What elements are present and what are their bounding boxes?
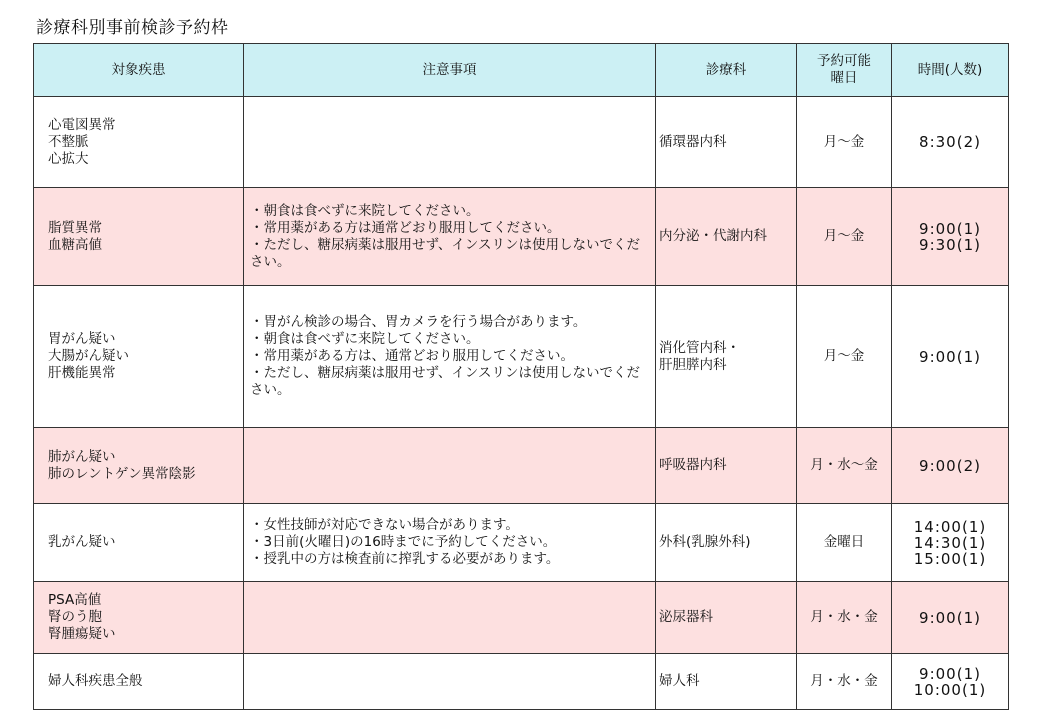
dept-cell xyxy=(656,188,797,286)
dept-text: 消化管内科・ xyxy=(659,339,740,356)
note-text: ・朝食は食べずに来院してください。 xyxy=(250,331,480,347)
disease-text: 心拡大 xyxy=(48,150,89,167)
time-slot: 14:30(1) xyxy=(913,533,987,552)
note-text: ・女性技師が対応できない場合があります。 xyxy=(250,517,519,533)
dept-text: 外科(乳腺外科) xyxy=(659,534,751,550)
days-cell: 月・水～金 xyxy=(797,428,892,504)
table-row xyxy=(34,654,1009,710)
time-slot: 15:00(1) xyxy=(913,549,987,568)
notes-cell xyxy=(244,504,656,582)
days-cell: 月・水・金 xyxy=(797,582,892,654)
notes-cell xyxy=(244,428,656,504)
notes-cell xyxy=(244,654,656,710)
dept-cell xyxy=(656,286,797,428)
header-disease: 対象疾患 xyxy=(34,44,244,97)
disease-text: 婦人科疾患全般 xyxy=(48,673,143,689)
time-slot: 9:00(1) xyxy=(919,219,981,238)
notes-cell xyxy=(244,188,656,286)
dept-cell xyxy=(656,504,797,582)
time-slot: 9:00(1) xyxy=(919,664,981,683)
note-text: ・常用薬がある方は、通常どおり服用してください。 xyxy=(250,348,574,364)
notes-cell xyxy=(244,97,656,188)
disease-text: 心電図異常 xyxy=(48,116,116,133)
note-text: ・授乳中の方は検査前に搾乳する必要があります。 xyxy=(250,551,560,567)
disease-cell xyxy=(34,654,244,710)
note-text: ・ただし、糖尿病薬は服用せず、インスリンは使用しないでください。 xyxy=(250,236,641,270)
header-notes: 注意事項 xyxy=(244,44,656,97)
dept-text: 泌尿器科 xyxy=(659,609,713,625)
dept-cell xyxy=(656,654,797,710)
time-slot: 9:00(1) xyxy=(919,347,981,366)
days-cell: 月～金 xyxy=(797,286,892,428)
header-days-line2: 曜日 xyxy=(830,70,858,86)
disease-text: 肝機能異常 xyxy=(48,365,116,381)
note-text: ・胃がん検診の場合、胃カメラを行う場合があります。 xyxy=(250,314,587,330)
time-slot: 9:00(1) xyxy=(919,608,981,627)
dept-text: 婦人科 xyxy=(659,673,700,689)
disease-text: 血糖高値 xyxy=(48,236,102,253)
schedule-table xyxy=(33,43,1009,710)
header-days-line1: 予約可能 xyxy=(817,53,871,69)
time-slot: 9:30(1) xyxy=(919,235,981,254)
disease-cell xyxy=(34,286,244,428)
note-text: ・3日前(火曜日)の16時までに予約してください。 xyxy=(250,534,557,550)
dept-text: 循環器内科 xyxy=(659,133,727,150)
disease-cell xyxy=(34,188,244,286)
disease-text: 肺のレントゲン異常陰影 xyxy=(48,465,196,482)
disease-cell xyxy=(34,428,244,504)
table-row xyxy=(34,97,1009,188)
dept-text: 肝胆膵内科 xyxy=(659,356,727,373)
disease-text: 大腸がん疑い xyxy=(48,348,129,364)
header-dept: 診療科 xyxy=(656,44,797,97)
time-cell xyxy=(892,286,1009,428)
notes-cell xyxy=(244,286,656,428)
table-row xyxy=(34,582,1009,654)
table-row xyxy=(34,428,1009,504)
notes-cell xyxy=(244,582,656,654)
note-text: ・朝食は食べずに来院してください。 xyxy=(250,202,480,219)
disease-cell xyxy=(34,582,244,654)
disease-text: 肺がん疑い xyxy=(48,448,116,465)
days-cell: 月～金 xyxy=(797,97,892,188)
days-cell: 月・水・金 xyxy=(797,654,892,710)
time-cell xyxy=(892,97,1009,188)
page-title: 診療科別事前検診予約枠 xyxy=(36,18,229,38)
dept-cell xyxy=(656,97,797,188)
time-cell xyxy=(892,188,1009,286)
table-row xyxy=(34,504,1009,582)
time-cell xyxy=(892,428,1009,504)
header-row xyxy=(34,44,1009,97)
time-slot: 14:00(1) xyxy=(913,517,987,536)
time-slot: 8:30(2) xyxy=(919,133,981,151)
time-slot: 9:00(2) xyxy=(919,456,981,475)
dept-cell xyxy=(656,428,797,504)
note-text: ・ただし、糖尿病薬は服用せず、インスリンは使用しないでください。 xyxy=(250,365,641,398)
table-row xyxy=(34,188,1009,286)
time-cell xyxy=(892,582,1009,654)
days-cell: 月～金 xyxy=(797,188,892,286)
dept-text: 内分泌・代謝内科 xyxy=(659,228,767,244)
table-row xyxy=(34,286,1009,428)
disease-text: 乳がん疑い xyxy=(48,534,116,550)
time-slot: 10:00(1) xyxy=(913,680,987,699)
disease-text: 腎のう胞 xyxy=(48,609,102,625)
header-days xyxy=(797,44,892,97)
disease-text: 腎腫瘍疑い xyxy=(48,626,116,642)
header-time: 時間(人数) xyxy=(892,44,1009,97)
disease-text: 脂質異常 xyxy=(48,219,102,236)
note-text: ・常用薬がある方は通常どおり服用してください。 xyxy=(250,219,561,236)
disease-text: PSA高値 xyxy=(48,592,102,608)
time-cell xyxy=(892,654,1009,710)
disease-cell xyxy=(34,97,244,188)
disease-text: 胃がん疑い xyxy=(48,331,116,347)
time-cell xyxy=(892,504,1009,582)
disease-cell xyxy=(34,504,244,582)
days-cell: 金曜日 xyxy=(797,504,892,582)
dept-cell xyxy=(656,582,797,654)
dept-text: 呼吸器内科 xyxy=(659,457,727,473)
disease-text: 不整脈 xyxy=(48,133,89,150)
